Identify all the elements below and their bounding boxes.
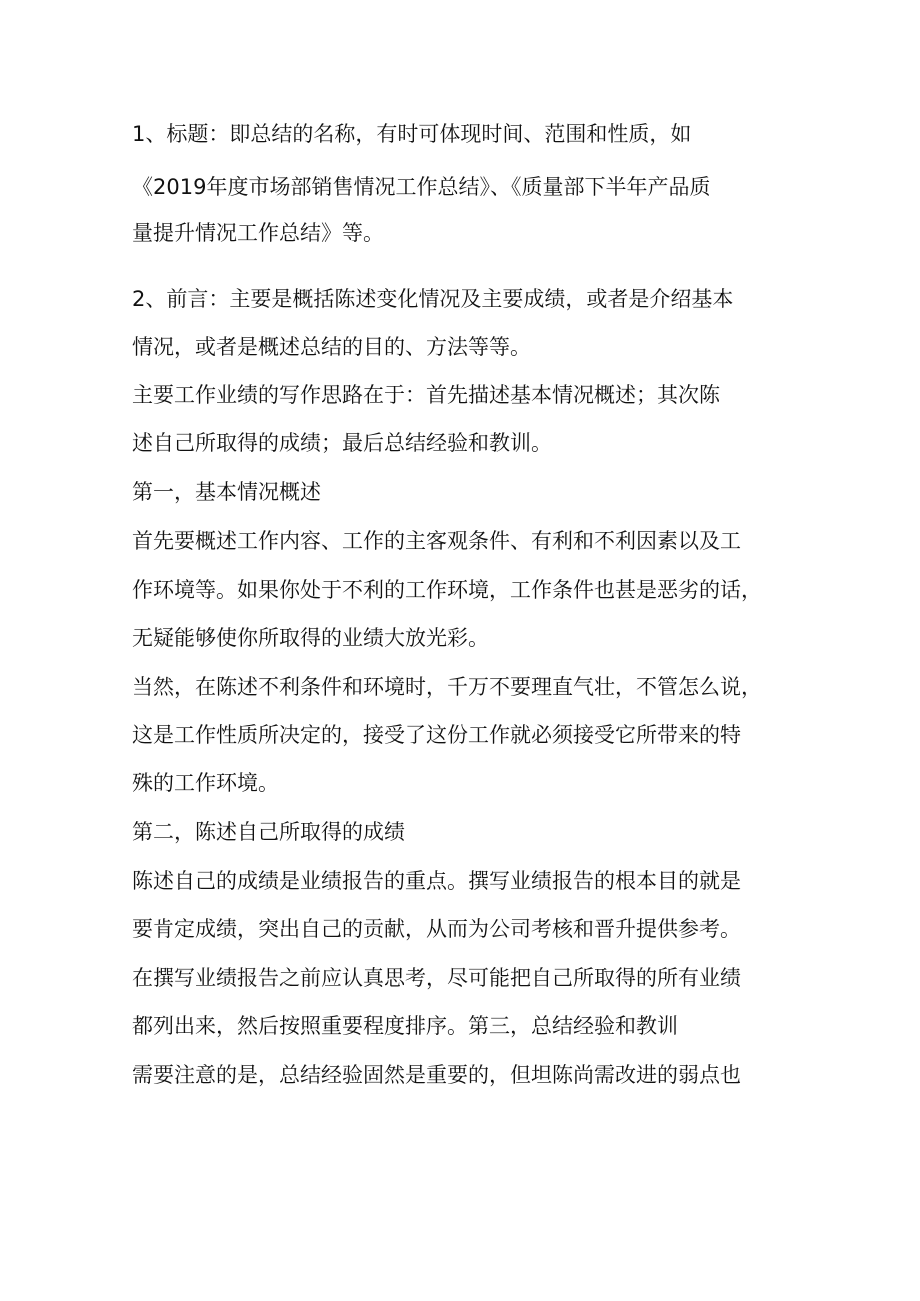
section-heading-second: 第二，陈述自己所取得的成绩: [132, 820, 405, 844]
line-second-3: 在撰写业绩报告之前应认真思考，尽可能把自己所取得的所有业绩: [132, 966, 741, 990]
line-first-3: 无疑能够使你所取得的业绩大放光彩。: [132, 626, 489, 650]
line-first-1: 首先要概述工作内容、工作的主客观条件、有利和不利因素以及工: [132, 529, 741, 553]
section-heading-first: 第一，基本情况概述: [132, 480, 321, 504]
line-first-4: 当然，在陈述不利条件和环境时，千万不要理直气壮，不管怎么说，: [132, 675, 762, 699]
line-second-2: 要肯定成绩，突出自己的贡献，从而为公司考核和晋升提供参考。: [132, 917, 741, 941]
line-title-3: 量提升情况工作总结》等。: [132, 221, 384, 245]
line-preface-2: 情况，或者是概述总结的目的、方法等等。: [132, 335, 531, 359]
line-first-6: 殊的工作环境。: [132, 771, 279, 795]
line-first-5: 这是工作性质所决定的，接受了这份工作就必须接受它所带来的特: [132, 723, 741, 747]
line-third-1: 需要注意的是，总结经验固然是重要的，但坦陈尚需改进的弱点也: [132, 1063, 741, 1087]
line-second-4: 都列出来，然后按照重要程度排序。第三，总结经验和教训: [132, 1014, 678, 1038]
line-title-1: 1、标题：即总结的名称，有时可体现时间、范围和性质，如: [132, 122, 692, 146]
line-approach-1: 主要工作业绩的写作思路在于：首先描述基本情况概述；其次陈: [132, 383, 720, 407]
line-preface-1: 2、前言：主要是概括陈述变化情况及主要成绩，或者是介绍基本: [132, 287, 734, 311]
line-approach-2: 述自己所取得的成绩；最后总结经验和教训。: [132, 431, 552, 455]
line-first-2: 作环境等。如果你处于不利的工作环境，工作条件也甚是恶劣的话，: [132, 578, 762, 602]
line-second-1: 陈述自己的成绩是业绩报告的重点。撰写业绩报告的根本目的就是: [132, 869, 741, 893]
line-title-2: 《2019年度市场部销售情况工作总结》、《质量部下半年产品质: [132, 175, 711, 199]
